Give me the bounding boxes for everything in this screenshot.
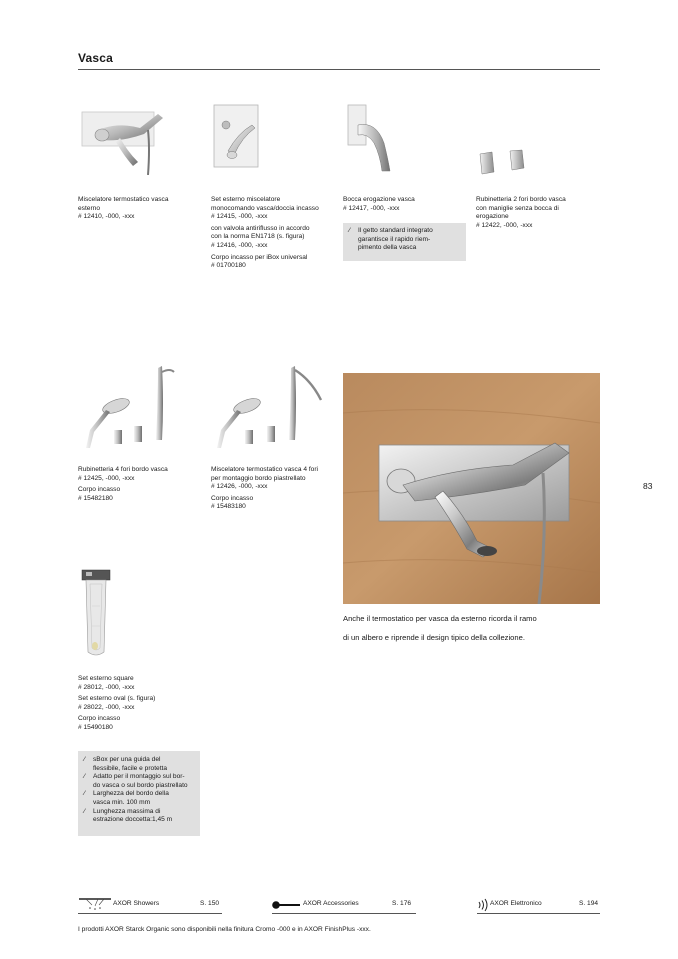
footer-rule-showers <box>78 913 222 914</box>
note-line: pimento della vasca <box>358 244 417 252</box>
product-image-12410 <box>78 100 168 175</box>
caption-line: Anche il termostatico per vasca da esterno ricorda il ramo <box>343 614 537 623</box>
product-text-12415 <box>211 196 339 274</box>
section-title: Vasca <box>78 51 114 65</box>
variant-desc: con valvola antiriflusso in accordo <box>211 224 310 232</box>
note-line: Lunghezza massima di <box>93 807 161 815</box>
variant-name: Set esterno oval (s. figura) <box>78 695 156 703</box>
product-code: # 12422, -000, -xxx <box>476 221 533 229</box>
product-name-cont: erogazione <box>476 213 509 221</box>
product-name: Rubinetteria 4 fori bordo vasca <box>78 466 168 473</box>
note-line: flessibile, facile e protetta <box>93 764 168 772</box>
note-line: Adatto per il montaggio sul bor- <box>93 773 185 781</box>
product-code: # 12425, -000, -xxx <box>78 474 135 482</box>
product-image-12417 <box>344 103 396 173</box>
product-code: # 28012, -000, -xxx <box>78 683 135 691</box>
header-rule <box>78 69 600 70</box>
footer-rule-elettronico <box>477 913 600 914</box>
footnote: I prodotti AXOR Starck Organic sono disponibili nella finitura Cromo -000 e in AXOR FinishPlus -xxx. <box>78 926 371 933</box>
product-name: Set esterno miscelatore <box>211 196 281 203</box>
footer-page-accessories[interactable]: S. 176 <box>392 900 412 907</box>
body-code: # 15490180 <box>78 723 113 731</box>
slash-bullet-icon: ⁄ <box>84 807 86 815</box>
body-code: # 15482180 <box>78 494 113 502</box>
product-name-cont: monocomando vasca/doccia incasso <box>211 204 319 212</box>
product-code: # 12415, -000, -xxx <box>211 213 268 221</box>
showerhead-icon <box>78 897 112 911</box>
slash-bullet-icon: ⁄ <box>84 756 86 763</box>
product-name: Rubinetteria 2 fori bordo vasca <box>476 196 566 203</box>
product-image-12425 <box>78 364 178 452</box>
variant-desc-cont: con la norma EN1718 (s. figura) <box>211 233 305 241</box>
product-image-12415 <box>212 103 262 171</box>
product-text-12422 <box>476 196 601 230</box>
note-line: Il getto standard integrato <box>358 227 433 234</box>
product-text-12426 <box>211 466 339 515</box>
product-image-sbox <box>78 566 114 660</box>
product-code: # 12410, -000, -xxx <box>78 213 135 221</box>
page-number: 83 <box>643 481 653 491</box>
variant-code: # 28022, -000, -xxx <box>78 703 135 711</box>
product-name-cont: per montaggio bordo piastrellato <box>211 474 306 482</box>
product-name: Set esterno square <box>78 675 134 682</box>
product-code: # 12426, -000, -xxx <box>211 483 268 491</box>
footer-link-showers[interactable]: AXOR Showers <box>113 900 160 907</box>
caption-line: di un albero e riprende il design tipico della collezione. <box>343 633 525 642</box>
product-text-12410 <box>78 196 203 222</box>
product-name-cont: esterno <box>78 204 100 212</box>
product-text-sbox <box>78 675 203 736</box>
slash-bullet-icon: ⁄ <box>349 227 351 234</box>
product-code: # 12417, -000, -xxx <box>343 204 400 212</box>
note-line: do vasca o sul bordo piastrellato <box>93 781 188 789</box>
product-name: Miscelatore termostatico vasca <box>78 196 169 203</box>
variant-code: # 12416, -000, -xxx <box>211 241 268 249</box>
footer-link-elettronico[interactable]: AXOR Elettronico <box>490 900 542 907</box>
product-image-12422 <box>476 148 532 176</box>
product-name-cont: con maniglie senza bocca di <box>476 204 559 212</box>
product-name: Bocca erogazione vasca <box>343 196 415 203</box>
product-text-12417 <box>343 196 468 213</box>
note-line: Larghezza del bordo della <box>93 790 169 798</box>
body-code: # 01700180 <box>211 262 246 270</box>
body-desc: Corpo incasso per iBox universal <box>211 253 308 261</box>
footer-rule-accessories <box>272 913 416 914</box>
note-line: sBox per una guida del <box>93 756 161 763</box>
electronic-sensor-icon <box>477 898 489 912</box>
feature-photo <box>343 373 600 604</box>
feature-caption <box>343 609 603 647</box>
note-line: vasca min. 100 mm <box>93 798 151 806</box>
note-line: estrazione doccetta:1,45 m <box>93 816 173 824</box>
footer-link-accessories[interactable]: AXOR Accessories <box>303 900 359 907</box>
product-text-12425 <box>78 466 203 506</box>
body-desc: Corpo incasso <box>211 494 254 502</box>
slash-bullet-icon: ⁄ <box>84 773 86 781</box>
accessory-bar-icon <box>272 900 300 910</box>
product-name: Miscelatore termostatico vasca 4 fori <box>211 466 319 473</box>
slash-bullet-icon: ⁄ <box>84 790 86 798</box>
feature-note-sbox <box>78 751 200 836</box>
feature-note-12417 <box>343 223 466 261</box>
body-desc: Corpo incasso <box>78 715 121 723</box>
footer-page-showers[interactable]: S. 150 <box>200 900 220 907</box>
product-image-12426 <box>211 364 331 452</box>
footer-page-elettronico[interactable]: S. 194 <box>579 900 599 907</box>
note-line: garantisce il rapido riem- <box>358 235 431 243</box>
body-desc: Corpo incasso <box>78 486 121 494</box>
body-code: # 15483180 <box>211 503 246 511</box>
